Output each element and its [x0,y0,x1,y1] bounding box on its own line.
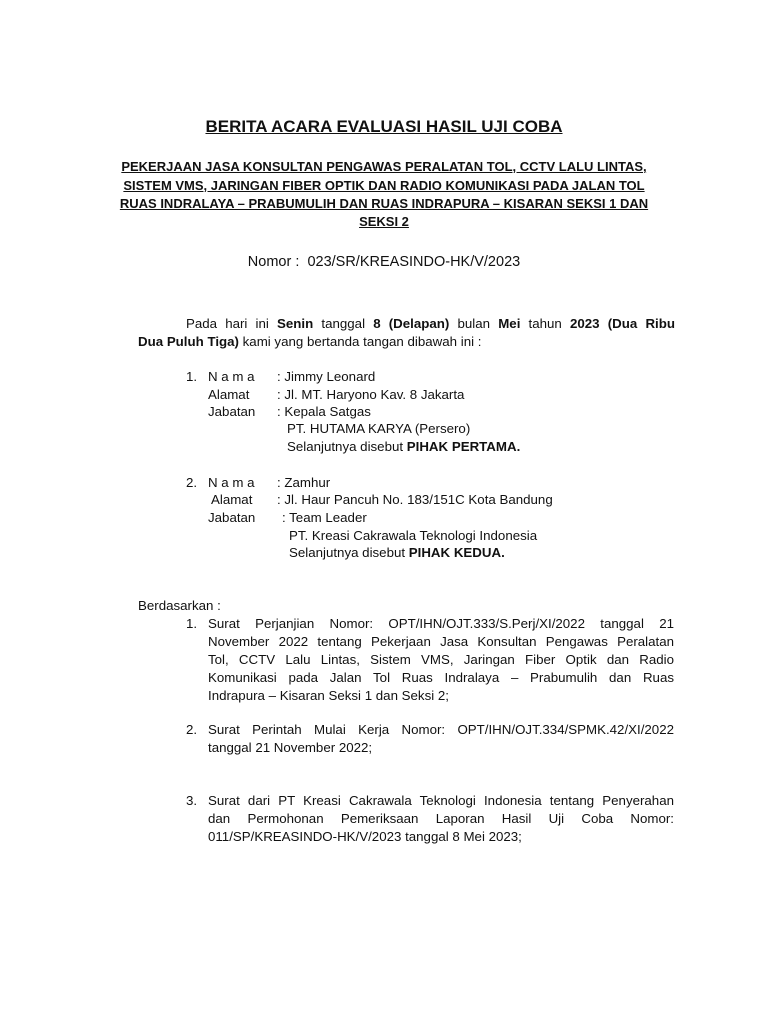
document-number-value: 023/SR/KREASINDO-HK/V/2023 [307,254,521,270]
party2-company: PT. Kreasi Cakrawala Teknologi Indonesia [289,528,538,543]
party1-alamat-value: : Jl. MT. Haryono Kav. 8 Jakarta [277,387,465,402]
party2-nama-label: N a m a [208,475,255,490]
basis-heading: Berdasarkan : [138,598,221,613]
party1-company: PT. HUTAMA KARYA (Persero) [287,421,471,436]
subtitle-line-3: RUAS INDRALAYA – PRABUMULIH DAN RUAS INDRAPURA – KISARAN SEKSI 1 DAN [119,196,649,211]
document-number [0,254,768,270]
party1-nama-value: : Jimmy Leonard [277,369,376,384]
party1-reference: Selanjutnya disebut PIHAK PERTAMA. [287,439,521,454]
intro-line-2: Dua Puluh Tiga) kami yang bertanda tangan dibawah ini : [138,334,482,349]
document-title: BERITA ACARA EVALUASI HASIL UJI COBA [205,117,563,136]
party2-number: 2. [186,475,198,490]
party2-nama-value: : Zamhur [277,475,331,490]
party2-alamat-label: Alamat [211,492,253,507]
basis-1-line-4: Komunikasi pada Jalan Tol Ruas Indralaya – Prabumulih dan Ruas [208,670,674,685]
party1-alamat-label: Alamat [208,387,250,402]
basis-2-line-1: Surat Perintah Mulai Kerja Nomor: OPT/IHN/OJT.334/SPMK.42/XI/2022 [208,722,674,737]
basis-1-line-2: November 2022 tentang Pekerjaan Jasa Konsultan Pengawas Peralatan [208,634,674,649]
basis-3-line-2: dan Permohonan Pemeriksaan Laporan Hasil Uji Coba Nomor: [208,811,674,826]
subtitle-line-4: SEKSI 2 [359,214,409,229]
basis-1-line-3: Tol, CCTV Lalu Lintas, Sistem VMS, Jaringan Fiber Optik dan Radio [208,652,674,667]
basis-1-line-5: Indrapura – Kisaran Seksi 1 dan Seksi 2; [208,688,449,703]
basis-2-number: 2. [186,722,198,737]
basis-2-line-2: tanggal 21 November 2022; [208,740,373,755]
party1-jabatan-label: Jabatan [208,404,256,419]
document-number-label: Nomor : [247,254,300,270]
party1-number: 1. [186,369,198,384]
basis-3-line-1: Surat dari PT Kreasi Cakrawala Teknologi Indonesia tentang Penyerahan [208,793,674,808]
basis-1-line-1: Surat Perjanjian Nomor: OPT/IHN/OJT.333/S.Perj/XI/2022 tanggal 21 [208,616,674,631]
subtitle-line-1: PEKERJAAN JASA KONSULTAN PENGAWAS PERALATAN TOL, CCTV LALU LINTAS, [121,159,647,174]
party1-jabatan-value: : Kepala Satgas [277,404,371,419]
party2-reference: Selanjutnya disebut PIHAK KEDUA. [289,545,505,560]
basis-1-number: 1. [186,616,198,631]
party2-jabatan-label: Jabatan [208,510,256,525]
basis-3-line-3: 011/SP/KREASINDO-HK/V/2023 tanggal 8 Mei 2023; [208,829,522,844]
party2-jabatan-value: : Team Leader [282,510,367,525]
party1-nama-label: N a m a [208,369,255,384]
basis-3-number: 3. [186,793,198,808]
intro-line-1: Pada hari ini Senin tanggal 8 (Delapan) bulan Mei tahun 2023 (Dua Ribu [186,316,675,331]
subtitle-line-2: SISTEM VMS, JARINGAN FIBER OPTIK DAN RADIO KOMUNIKASI PADA JALAN TOL [123,178,645,193]
party2-alamat-value: : Jl. Haur Pancuh No. 183/151C Kota Bandung [277,492,553,507]
